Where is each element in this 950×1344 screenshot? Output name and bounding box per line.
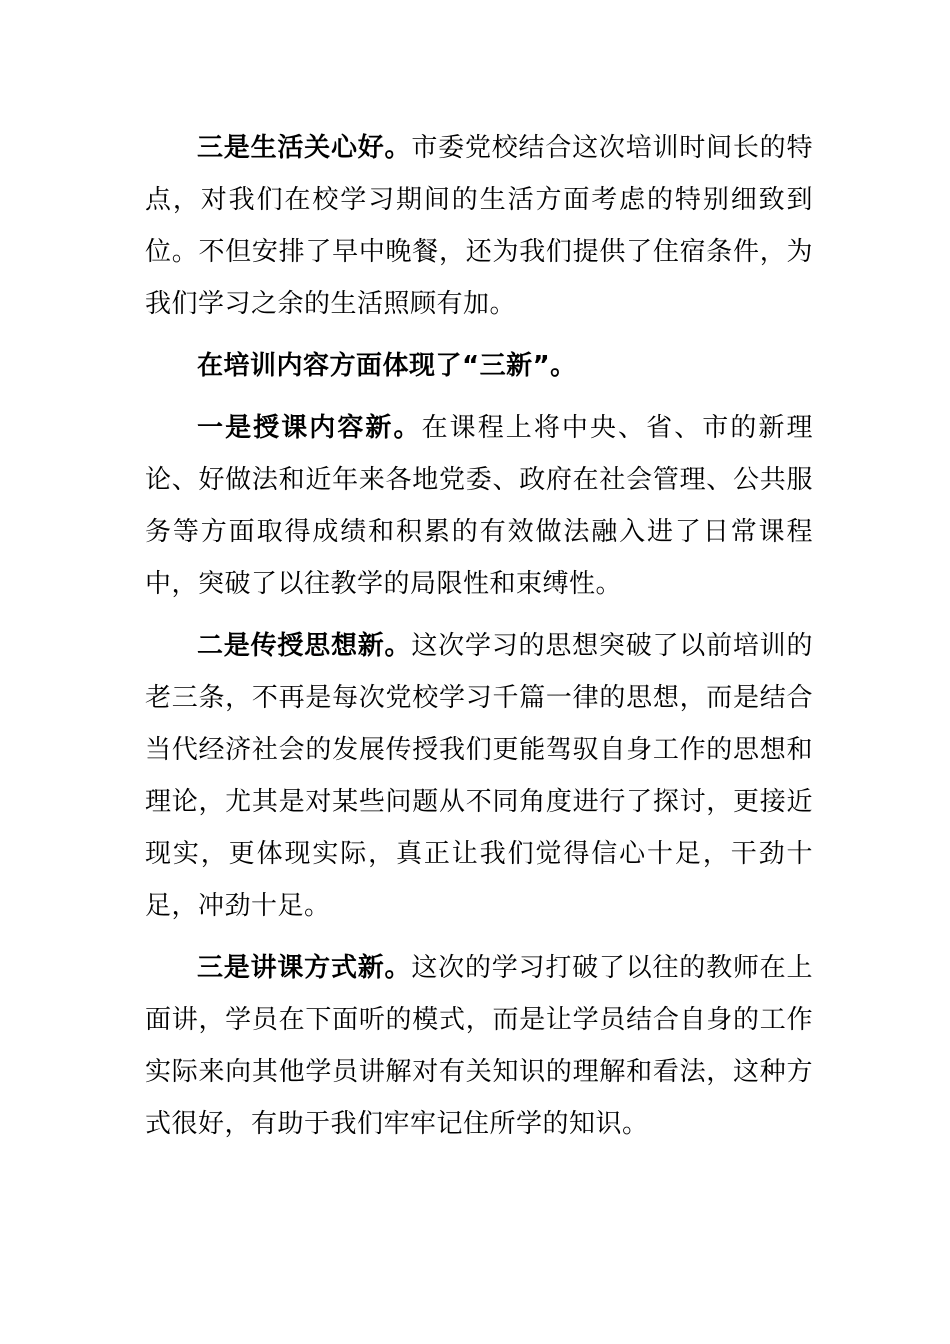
paragraph-teaching-method — [145, 942, 813, 1150]
paragraph-body: 在课程上将中央、省、市的新理论、好做法和近年来各地党委、政府在社会管理、公共服务等方面取得成绩和积累的有效做法融入进了日常课程中，突破了以往教学的局限性和束缚性。 — [145, 413, 813, 599]
paragraph-lead: 一是授课内容新。 — [197, 413, 422, 443]
paragraph-life-care — [145, 122, 813, 330]
paragraph-lead: 二是传授思想新。 — [197, 631, 412, 661]
paragraph-thinking — [145, 620, 813, 932]
document-page — [145, 122, 813, 1150]
paragraph-lead: 三是讲课方式新。 — [197, 953, 412, 983]
paragraph-body: 市委党校结合这次培训时间长的特点，对我们在校学习期间的生活方面考虑的特别细致到位。不但安排了早中晚餐，还为我们提供了住宿条件，为我们学习之余的生活照顾有加。 — [145, 133, 813, 319]
paragraph-body: 这次学习的思想突破了以前培训的老三条，不再是每次党校学习千篇一律的思想，而是结合当代经济社会的发展传授我们更能驾驭自身工作的思想和理论，尤其是对某些问题从不同角度进行了探讨，更接近现实，更体现实际，真正让我们觉得信心十足，干劲十足，冲劲十足。 — [145, 631, 813, 921]
paragraph-course-content — [145, 402, 813, 610]
section-heading — [145, 340, 813, 392]
paragraph-lead: 三是生活关心好。 — [197, 133, 412, 163]
section-heading-text: 在培训内容方面体现了“三新”。 — [197, 351, 577, 381]
paragraph-body: 这次的学习打破了以往的教师在上面讲，学员在下面听的模式，而是让学员结合自身的工作实际来向其他学员讲解对有关知识的理解和看法，这种方式很好，有助于我们牢牢记住所学的知识。 — [145, 953, 813, 1139]
